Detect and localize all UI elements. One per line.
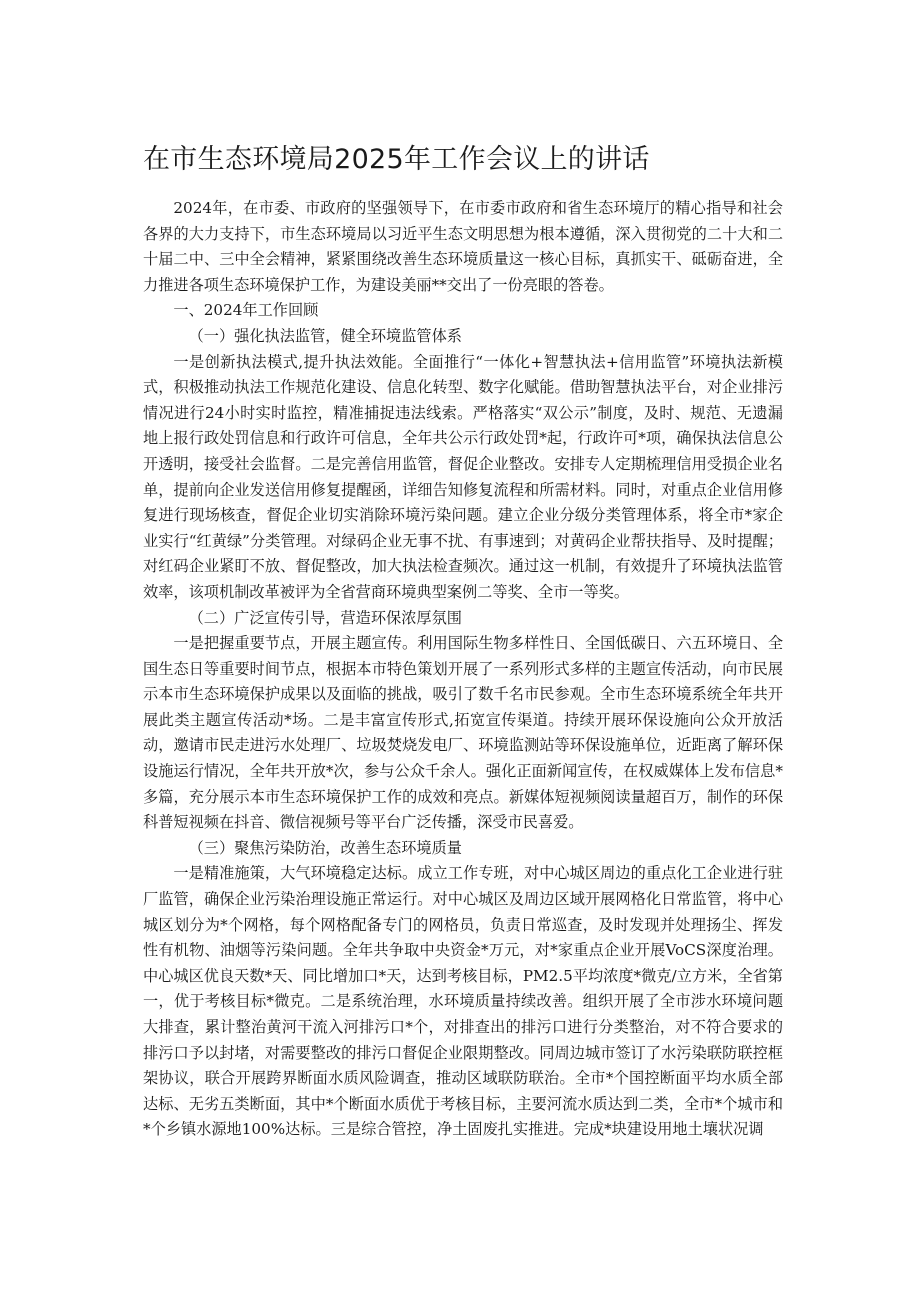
subsection-heading-enforcement: （一）强化执法监管，健全环境监管体系 [188,326,462,345]
paragraph-pollution: 一是精准施策，大气环境稳定达标。成立工作专班，对中心城区周边的重点化工企业进行驻厂监管，确保企业污染治理设施正常运行。对中心城区及周边区域开展网格化日常监管，将中心城区划分为*个网格，每个网格配备专门的网格员，负责日常巡查，及时发现并处理扬尘、挥发性有机物、油烟等污染问题。全年共争取中央资金*万元，对*家重点企业开展VoCS深度治理。中心城区优良天数*天、同比增加口*天，达到考核目标，PM2.5平均浓度*微克/立方米，全省第一，优于考核目标*微克。二是系统治理，水环境质量持续改善。组织开展了全市涉水环境问题大排查，累计整治黄河干流入河排污口*个，对排查出的排污口进行分类整治，对不符合要求的排污口予以封堵，对需要整改的排污口督促企业限期整改。同周边城市签订了水污染联防联控框架协议，联合开展跨界断面水质风险调查，推动区域联防联治。全市*个国控断面平均水质全部达标、无劣五类断面，其中*个断面水质优于考核目标，主要河流水质达到二类，全市*个城市和*个乡镇水源地100%达标。三是综合管控，净土固废扎实推进。完成*块建设用地土壤状况调 [143,864,783,1139]
subsection-heading-pollution: （三）聚焦污染防治，改善生态环境质量 [188,838,462,857]
document-title: 在市生态环境局2025年工作会议上的讲话 [143,144,650,175]
section-heading-review: 一、2024年工作回顾 [173,301,319,320]
document-page [143,140,783,1143]
paragraph-enforcement: 一是创新执法模式,提升执法效能。全面推行“一体化+智慧执法+信用监管”环境执法新模式，积极推动执法工作规范化建设、信息化转型、数字化赋能。借助智慧执法平台，对企业排污情况进行24小时实时监控，精准捕捉违法线索。严格落实“双公示”制度，及时、规范、无遗漏地上报行政处罚信息和行政许可信息，全年共公示行政处罚*起，行政许可*项，确保执法信息公开透明，接受社会监督。二是完善信用监管，督促企业整改。安排专人定期梳理信用受损企业名单，提前向企业发送信用修复提醒函，详细告知修复流程和所需材料。同时，对重点企业信用修复进行现场核查，督促企业切实消除环境污染问题。建立企业分级分类管理体系，将全市*家企业实行“红黄绿”分类管理。对绿码企业无事不扰、有事速到；对黄码企业帮扶指导、及时提醒；对红码企业紧盯不放、督促整改，加大执法检查频次。通过这一机制，有效提升了环境执法监管效率，该项机制改革被评为全省营商环境典型案例二等奖、全市一等奖。 [143,352,783,601]
paragraph-publicity: 一是把握重要节点，开展主题宣传。利用国际生物多样性日、全国低碳日、六五环境日、全国生态日等重要时间节点，根据本市特色策划开展了一系列形式多样的主题宣传活动，向市民展示本市生态环境保护成果以及面临的挑战，吸引了数千名市民参观。全市生态环境系统全年共开展此类主题宣传活动*场。二是丰富宣传形式,拓宽宣传渠道。持续开展环保设施向公众开放活动，邀请市民走进污水处理厂、垃圾焚烧发电厂、环境监测站等环保设施单位，近距离了解环保设施运行情况，全年共开放*次，参与公众千余人。强化正面新闻宣传，在权威媒体上发布信息*多篇，充分展示本市生态环境保护工作的成效和亮点。新媒体短视频阅读量超百万，制作的环保科普短视频在抖音、微信视频号等平台广泛传播，深受市民喜爱。 [143,634,783,832]
intro-paragraph: 2024年，在市委、市政府的坚强领导下，在市委市政府和省生态环境厅的精心指导和社会各界的大力支持下，市生态环境局以习近平生态文明思想为根本遵循，深入贯彻党的二十大和二十届二中、三中全会精神，紧紧围绕改善生态环境质量这一核心目标，真抓实干、砥砺奋进，全力推进各项生态环境保护工作，为建设美丽**交出了一份亮眼的答卷。 [143,199,783,294]
subsection-heading-publicity: （二）广泛宣传引导，营造环保浓厚氛围 [188,608,462,627]
